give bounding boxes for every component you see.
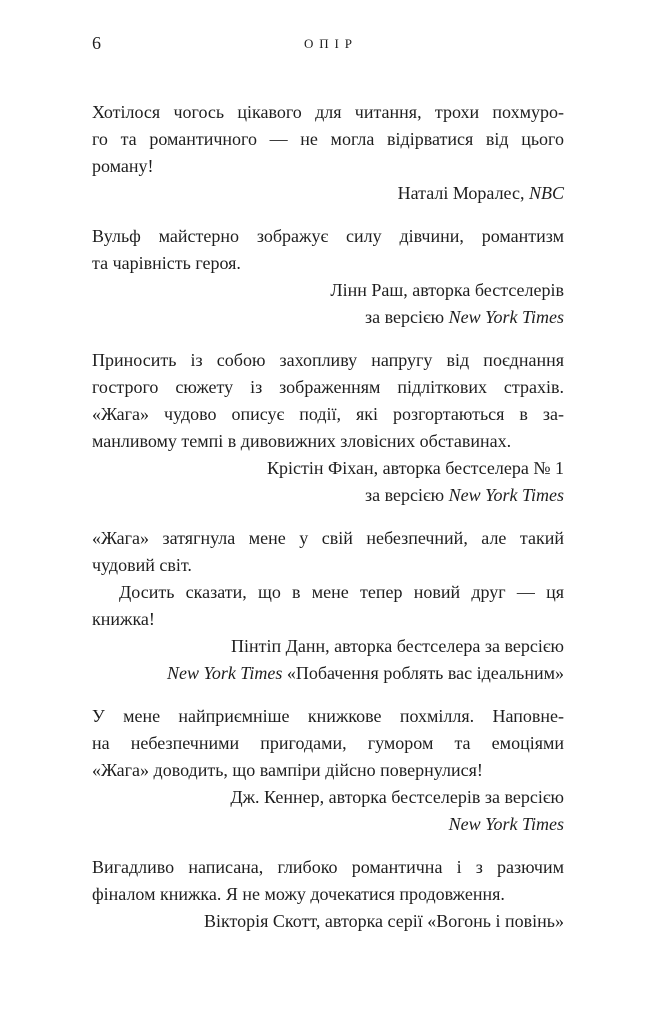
quote-line: фіналом книжка. Я не можу дочекатися продовження. (92, 884, 505, 904)
attribution-work-title: New York Times (448, 814, 564, 834)
attribution-line (92, 180, 564, 207)
attribution-line (92, 277, 564, 304)
attribution-line (92, 304, 564, 331)
quote-line: гострого сюжету із зображенням підліткових страхів. (92, 377, 564, 397)
quote-line: «Жага» чудово описує події, які розгортаються в за- (92, 404, 564, 424)
page-number: 6 (92, 33, 101, 53)
quote-block (92, 703, 564, 838)
attribution-text: за версією (364, 307, 449, 327)
attribution-text: Лінн Раш, авторка бестселерів (330, 280, 564, 300)
quote-line: та чарівність героя. (92, 253, 241, 273)
attribution-text: Крістін Фіхан, авторка бестселера № 1 (267, 458, 564, 478)
quote-line: «Жага» доводить, що вампіри дійсно повернулися! (92, 760, 483, 780)
attribution-work-title: NBC (528, 183, 564, 203)
quote-line: книжка! (92, 609, 155, 629)
quote-line: Хотілося чогось цікавого для читання, трохи похмуро- (92, 102, 564, 122)
page-body (92, 99, 564, 951)
attribution-line (92, 908, 564, 935)
page-header (92, 32, 564, 54)
attribution-text: Пінтіп Данн, авторка бестселера за версією (230, 636, 564, 656)
quote-line: манливому темпі в дивовижних зловісних обставинах. (92, 431, 512, 451)
quote-line: У мене найприємніше книжкове похмілля. Наповне- (92, 706, 564, 726)
quote-line: чудовий світ. (92, 555, 192, 575)
quote-block (92, 347, 564, 509)
attribution-work-title: New York Times (166, 663, 283, 683)
quote-line: Вигадливо написана, глибоко романтична і з разючим (92, 857, 564, 877)
attribution-text: Вікторія Скотт, авторка серії «Вогонь і повінь» (204, 911, 564, 931)
attribution-line (92, 455, 564, 482)
attribution-line (92, 660, 564, 687)
attribution-line (92, 482, 564, 509)
quote-block (92, 525, 564, 687)
attribution-line (92, 811, 564, 838)
attribution-text: «Побачення роблять вас ідеальним» (282, 663, 564, 683)
attribution-work-title: New York Times (448, 307, 564, 327)
quote-line: Приносить із собою захопливу напругу від поєднання (92, 350, 564, 370)
quote-line: роману! (92, 156, 154, 176)
quote-line: Досить сказати, що в мене тепер новий друг — ця (119, 582, 564, 602)
quote-block (92, 99, 564, 207)
quote-line: на небезпечними пригодами, гумором та емоціями (92, 733, 564, 753)
quote-block (92, 223, 564, 331)
running-head-title: ОПІР (304, 36, 358, 51)
quote-line: «Жага» затягнула мене у свій небезпечний, але такий (92, 528, 564, 548)
attribution-text: Наталі Моралес, (397, 183, 529, 203)
quote-line: Вульф майстерно зображує силу дівчини, романтизм (92, 226, 564, 246)
quote-block (92, 854, 564, 935)
attribution-line (92, 784, 564, 811)
attribution-text: за версією (364, 485, 449, 505)
quote-line: го та романтичного — не могла відірватися від цього (92, 129, 564, 149)
attribution-line (92, 633, 564, 660)
attribution-text: Дж. Кеннер, авторка бестселерів за версією (230, 787, 564, 807)
attribution-work-title: New York Times (448, 485, 564, 505)
